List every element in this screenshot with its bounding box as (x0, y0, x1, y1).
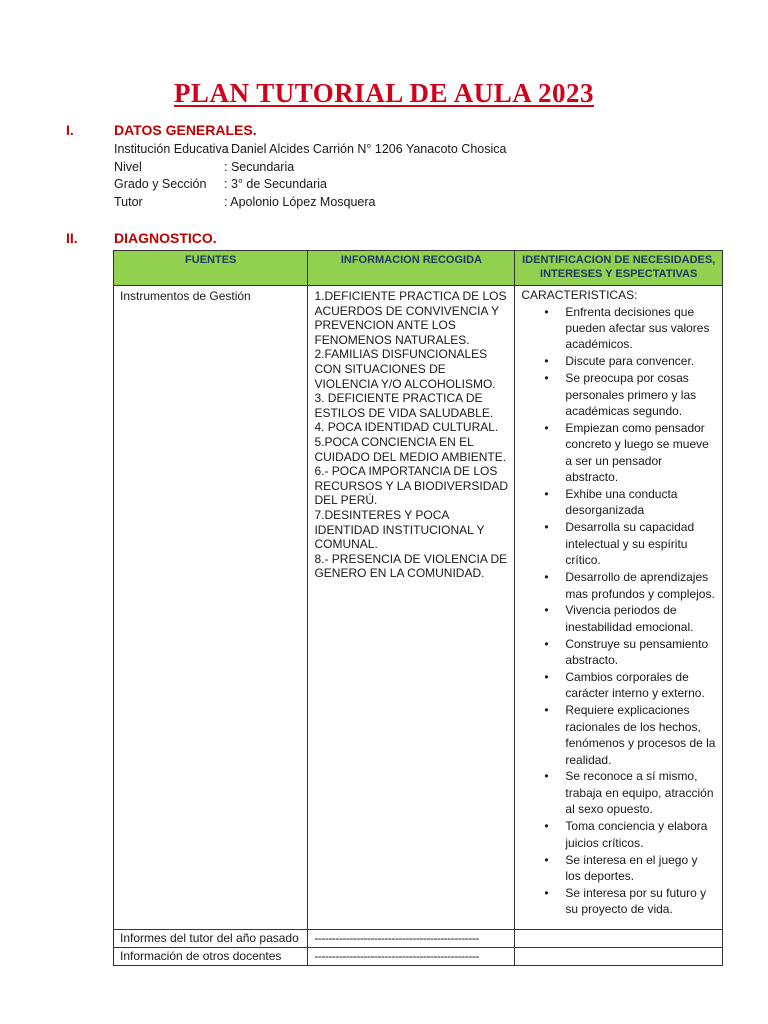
source-cell: Informes del tutor del año pasado (114, 929, 308, 947)
source-cell: Instrumentos de Gestión (114, 286, 308, 930)
list-item: • Se interesa en el juego y los deportes. (565, 852, 716, 885)
general-data-value: : Daniel Alcides Carrión N° 1206 Yanacoto Chosica (224, 142, 507, 156)
table-header-row (114, 251, 723, 286)
list-item: • Requiere explicaciones racionales de los hechos, fenómenos y procesos de la realidad. (565, 702, 716, 768)
general-data-label: Institución Educativa (114, 142, 229, 156)
list-item: • Se reconoce a sí mismo, trabaja en equipo, atracción al sexo opuesto. (565, 768, 716, 817)
general-data-label: Grado y Sección (114, 177, 207, 192)
section-title: DATOS GENERALES. (114, 122, 257, 138)
general-data-label: Nivel (114, 159, 142, 174)
list-item: • Vivencia periodos de inestabilidad emocional. (565, 602, 716, 635)
section-title: DIAGNOSTICO. (114, 230, 217, 246)
information-item: 1.DEFICIENTE PRACTICA DE LOS ACUERDOS DE CONVIVENCIA Y PREVENCION ANTE LOS FENOMENOS NATURALES. (314, 289, 507, 347)
information-cell: ----------------------------------------------- (308, 929, 515, 947)
general-data-row (114, 176, 506, 194)
general-data-value: : 3° de Secundaria (224, 177, 327, 192)
table-row (114, 286, 723, 930)
information-item: 6.- POCA IMPORTANCIA DE LOS RECURSOS Y LA BIODIVERSIDAD DEL PERÚ. (314, 464, 509, 508)
section-heading-general-data (66, 122, 257, 138)
needs-cell (515, 947, 723, 965)
information-item: 4. POCA IDENTIDAD CULTURAL. (314, 420, 499, 435)
general-data-label: Tutor (114, 194, 143, 209)
general-data-block (114, 141, 506, 211)
source-cell: Información de otros docentes (114, 947, 308, 965)
general-data-value: : Apolonio López Mosquera (224, 194, 376, 209)
document-title: PLAN TUTORIAL DE AULA 2023 (173, 78, 595, 108)
diagnostic-table (113, 250, 723, 966)
characteristics-title: CARACTERISTICAS: (521, 288, 638, 302)
list-item: • Empiezan como pensador concreto y luego se mueve a ser un pensador abstracto. (565, 420, 716, 486)
table-row (114, 947, 723, 965)
characteristics-list (521, 304, 716, 918)
list-item: • Exhibe una conducta desorganizada (565, 486, 716, 519)
list-item: • Se interesa por su futuro y su proyecto de vida. (565, 885, 716, 918)
information-item: 5.POCA CONCIENCIA EN EL CUIDADO DEL MEDIO AMBIENTE. (314, 434, 507, 464)
list-item: • Desarrolla su capacidad intelectual y su espíritu crítico. (565, 519, 716, 568)
list-item: • Toma conciencia y elabora juicios críticos. (565, 818, 716, 851)
header-needs: IDENTIFICACION DE NECESIDADES, INTERESES Y ESPECTATIVAS (515, 251, 723, 286)
section-heading-diagnostic (66, 230, 217, 246)
list-item: • Enfrenta decisiones que pueden afectar sus valores académicos. (565, 304, 716, 353)
needs-cell (515, 286, 723, 930)
section-number: II. (66, 230, 78, 246)
list-item: • Construye su pensamiento abstracto. (565, 636, 716, 669)
information-item: 3. DEFICIENTE PRACTICA DE ESTILOS DE VIDA SALUDABLE. (314, 391, 494, 420)
needs-cell (515, 929, 723, 947)
header-sources: FUENTES (114, 251, 308, 286)
information-item: 2.FAMILIAS DISFUNCIONALES CON SITUACIONES DE VIOLENCIA Y/O ALCOHOLISMO. (314, 347, 496, 391)
general-data-row (114, 141, 506, 159)
information-item: 8.- PRESENCIA DE VIOLENCIA DE GENERO EN LA COMUNIDAD. (314, 551, 508, 581)
list-item: • Discute para convencer. (565, 353, 716, 369)
list-item: • Cambios corporales de carácter interno y externo. (565, 669, 716, 702)
list-item: • Desarrollo de aprendizajes mas profundos y complejos. (565, 569, 716, 602)
information-cell (308, 286, 515, 930)
general-data-row (114, 159, 506, 177)
header-information: INFORMACION RECOGIDA (308, 251, 515, 286)
general-data-value: : Secundaria (224, 159, 295, 174)
section-number: I. (66, 122, 74, 138)
information-cell: ----------------------------------------------- (308, 947, 515, 965)
list-item: • Se preocupa por cosas personales primero y las académicas segundo. (565, 370, 716, 419)
table-row (114, 929, 723, 947)
general-data-row (114, 194, 506, 212)
information-item: 7.DESINTERES Y POCA IDENTIDAD INSTITUCIONAL Y COMUNAL. (314, 507, 485, 552)
